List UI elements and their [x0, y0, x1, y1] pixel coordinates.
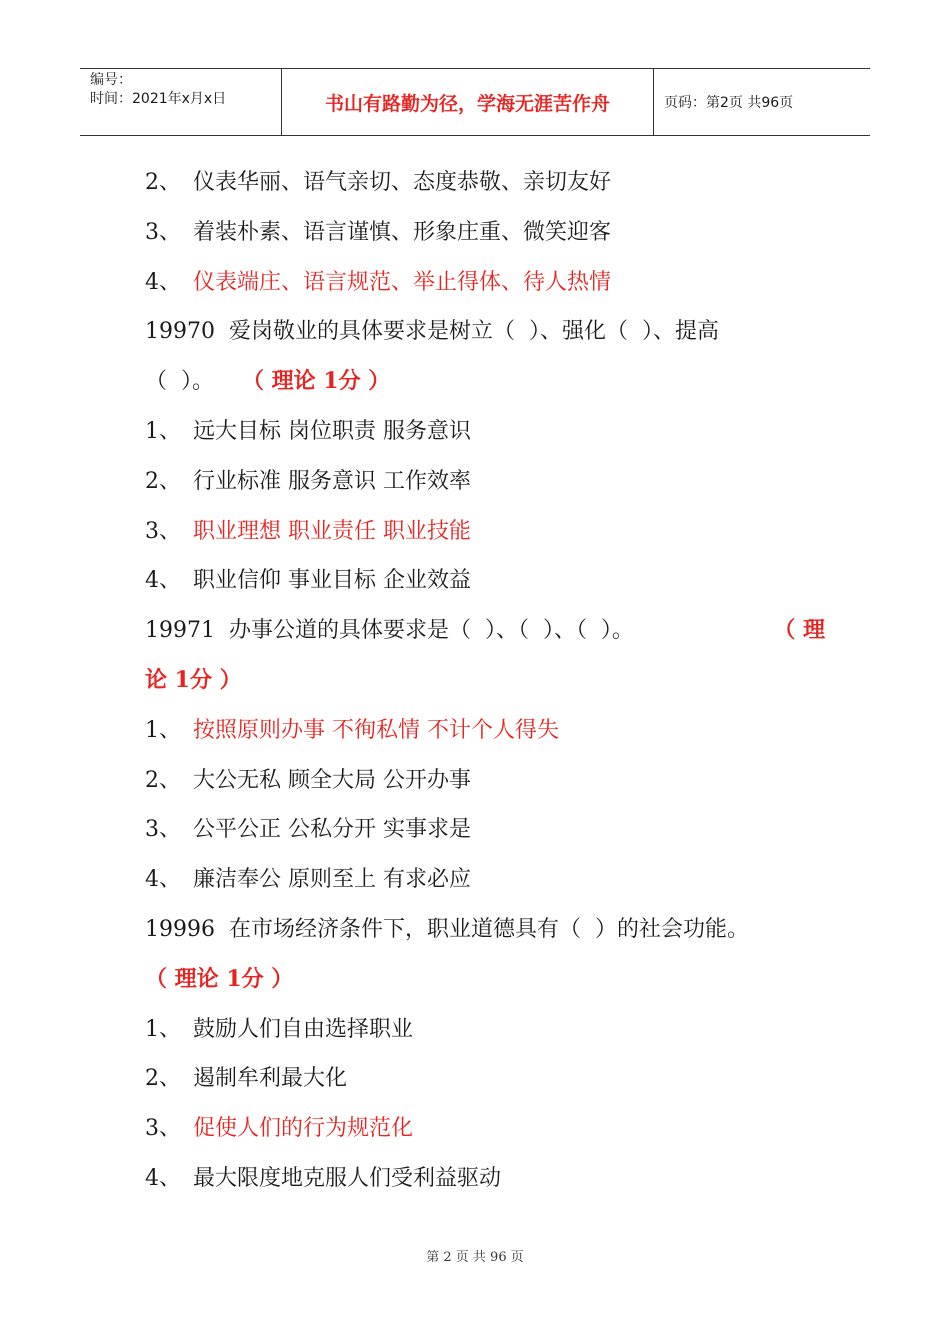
answer-option — [145, 855, 825, 905]
correct-answer-text: 仪表端庄、语言规范、举止得体、待人热情 — [193, 269, 612, 295]
question-line — [145, 905, 825, 955]
option-text: 仪表华丽、语气亲切、态度恭敬、亲切友好 — [193, 170, 612, 195]
question-text: 19971 办事公道的具体要求是（ ）、（ ）、（ ）。 — [145, 618, 662, 644]
answer-option — [145, 1104, 825, 1154]
option-number: 1、 — [145, 717, 181, 743]
question-text: （ ）。 — [145, 369, 242, 395]
option-text: 遏制牟利最大化 — [193, 1066, 348, 1092]
option-text: 鼓励人们自由选择职业 — [193, 1016, 414, 1042]
option-text: 着装朴素、语言谨慎、形象庄重、微笑迎客 — [193, 219, 612, 245]
option-number: 3、 — [145, 219, 181, 245]
option-number: 2、 — [145, 1066, 181, 1092]
question-line — [145, 606, 825, 656]
answer-option — [145, 556, 825, 606]
correct-answer-text: 按照原则办事 不徇私情 不计个人得失 — [193, 717, 559, 743]
option-number: 1、 — [145, 418, 181, 444]
option-number: 2、 — [145, 468, 181, 494]
answer-option — [145, 756, 825, 806]
header-page-info: 页码：第2页 共96页 — [664, 95, 794, 111]
score-tag: （ 理论 1分 ） — [241, 368, 391, 395]
option-text: 远大目标 岗位职责 服务意识 — [193, 418, 471, 444]
question-line — [145, 656, 825, 706]
page-footer: 第 2 页 共 96 页 — [426, 1250, 524, 1265]
score-tag: 论 1分 ） — [145, 666, 242, 693]
question-line — [145, 955, 825, 1005]
answer-option — [145, 457, 825, 507]
option-text: 职业信仰 事业目标 企业效益 — [193, 568, 471, 594]
answer-option — [145, 407, 825, 457]
option-number: 2、 — [145, 170, 181, 195]
option-text: 公平公正 公私分开 实事求是 — [193, 817, 471, 843]
question-content — [145, 158, 825, 1204]
page-header — [80, 68, 870, 136]
option-text: 大公无私 顾全大局 公开办事 — [193, 767, 471, 793]
answer-option — [145, 258, 825, 308]
answer-option — [145, 1154, 825, 1204]
header-meta — [80, 69, 282, 135]
option-text: 最大限度地克服人们受利益驱动 — [193, 1165, 502, 1191]
option-number: 3、 — [145, 817, 181, 843]
answer-option — [145, 706, 825, 756]
question-line — [145, 357, 825, 407]
option-number: 4、 — [145, 1165, 181, 1191]
time-label: 时间：2021年x月x日 — [90, 91, 227, 107]
option-number: 3、 — [145, 518, 181, 544]
serial-label: 编号： — [90, 72, 132, 88]
answer-option — [145, 1054, 825, 1104]
correct-answer-text: 促使人们的行为规范化 — [193, 1116, 414, 1142]
score-tag: （ 理 — [773, 617, 825, 644]
option-text: 廉洁奉公 原则至上 有求必应 — [193, 867, 471, 893]
option-number: 3、 — [145, 1116, 181, 1142]
option-text: 行业标准 服务意识 工作效率 — [193, 468, 471, 494]
question-line — [145, 307, 825, 357]
answer-option — [145, 805, 825, 855]
answer-option — [145, 208, 825, 258]
correct-answer-text: 职业理想 职业责任 职业技能 — [193, 518, 471, 544]
answer-option — [145, 158, 825, 208]
option-number: 2、 — [145, 767, 181, 793]
option-number: 4、 — [145, 867, 181, 893]
option-number: 4、 — [145, 568, 181, 594]
score-tag: （ 理论 1分 ） — [145, 965, 294, 992]
option-number: 4、 — [145, 269, 181, 295]
question-text: 19996 在市场经济条件下，职业道德具有（ ）的社会功能。 — [145, 916, 749, 942]
option-number: 1、 — [145, 1016, 181, 1042]
answer-option — [145, 507, 825, 557]
answer-option — [145, 1005, 825, 1055]
header-motto: 书山有路勤为径，学海无涯苦作舟 — [282, 69, 654, 135]
question-text: 19970 爱岗敬业的具体要求是树立（ ）、强化（ ）、提高 — [145, 319, 719, 345]
